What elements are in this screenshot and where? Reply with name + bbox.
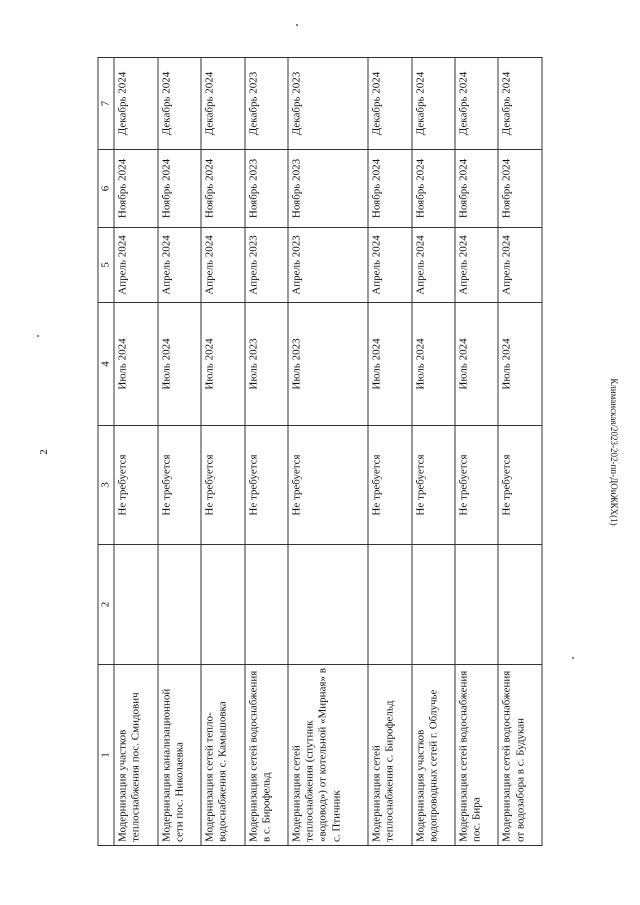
object-name-cell: Модернизация канализационной сети пос. Николаевка [158, 665, 201, 846]
table-cell: Апрель 2024 [455, 228, 498, 303]
table-cell: Не требуется [455, 426, 498, 545]
table-row [158, 58, 201, 846]
table-cell: Апрель 2024 [498, 228, 542, 303]
table-cell: Апрель 2023 [245, 228, 288, 303]
table-cell: Ноябрь 2024 [114, 150, 157, 228]
table-row [368, 58, 411, 846]
table-cell: Декабрь 2024 [368, 58, 411, 150]
table-row [498, 58, 542, 846]
table-cell: Июль 2024 [158, 303, 201, 426]
object-name-cell: Модернизация сетей теплоснабжения с. Бирофельд [368, 665, 411, 846]
object-name-cell: Модернизация сетей водоснабжения в с. Бирофельд [245, 665, 288, 846]
table-cell: Ноябрь 2024 [498, 150, 542, 228]
table-cell: Не требуется [114, 426, 157, 545]
object-name-cell: Модернизация сетей теплоснабжения (спутник «водовод») от котельной «Мирная» в с. Птичник [288, 665, 368, 846]
table-row [455, 58, 498, 846]
table-cell: Декабрь 2024 [412, 58, 455, 150]
scan-speck [37, 335, 39, 337]
table-cell: Июль 2024 [368, 303, 411, 426]
schedule-table [98, 57, 543, 846]
table-cell: Апрель 2024 [158, 228, 201, 303]
table-cell: Июль 2023 [245, 303, 288, 426]
table-cell: Не требуется [245, 426, 288, 545]
table-cell: Не требуется [158, 426, 201, 545]
table-cell: Декабрь 2024 [114, 58, 157, 150]
table-row [288, 58, 368, 846]
column-header: 5 [98, 228, 114, 303]
table-cell: Апрель 2024 [201, 228, 244, 303]
table-cell: Декабрь 2023 [245, 58, 288, 150]
object-name-cell: Модернизация участков теплоснабжения пос. Смидович [114, 665, 157, 846]
table-cell [412, 545, 455, 665]
table-cell: Ноябрь 2024 [368, 150, 411, 228]
table-row [201, 58, 244, 846]
object-name-cell: Модернизация сетей водоснабжения от водозабора в с. Будукан [498, 665, 542, 846]
scan-speck [296, 24, 298, 26]
table-cell: Июль 2024 [201, 303, 244, 426]
table-cell: Ноябрь 2024 [455, 150, 498, 228]
object-name-cell: Модернизация сетей водоснабжения пос. Бира [455, 665, 498, 846]
column-header: 3 [98, 426, 114, 545]
table-row [114, 58, 157, 846]
table-cell: Декабрь 2024 [498, 58, 542, 150]
table-cell: Июль 2024 [498, 303, 542, 426]
object-name-cell: Модернизация участков водопроводных сетей г. Облучье [412, 665, 455, 846]
table-cell: Ноябрь 2023 [245, 150, 288, 228]
table-cell: Апрель 2024 [368, 228, 411, 303]
table-cell: Июль 2024 [114, 303, 157, 426]
table-cell [114, 545, 157, 665]
table-cell [455, 545, 498, 665]
table-cell: Ноябрь 2023 [288, 150, 368, 228]
table-cell [201, 545, 244, 665]
table-cell: Ноябрь 2024 [158, 150, 201, 228]
header-row [98, 58, 114, 846]
scan-speck [572, 657, 574, 659]
rotated-table-wrapper [98, 58, 543, 846]
table-cell: Апрель 2024 [114, 228, 157, 303]
table-cell: Не требуется [201, 426, 244, 545]
table-cell: Не требуется [288, 426, 368, 545]
object-name-cell: Модернизация сетей тепло-водоснабжения с. Камышовка [201, 665, 244, 846]
table-cell [498, 545, 542, 665]
table-cell: Апрель 2024 [412, 228, 455, 303]
table-cell [245, 545, 288, 665]
column-header: 2 [98, 545, 114, 665]
table-row [245, 58, 288, 846]
table-cell: Декабрь 2024 [455, 58, 498, 150]
table-cell [158, 545, 201, 665]
table-cell: Июль 2024 [412, 303, 455, 426]
table-cell: Не требуется [412, 426, 455, 545]
column-header: 7 [98, 58, 114, 150]
table-cell: Ноябрь 2024 [201, 150, 244, 228]
column-header: 6 [98, 150, 114, 228]
table-cell: Июль 2024 [455, 303, 498, 426]
table-cell: Не требуется [368, 426, 411, 545]
table-cell: Ноябрь 2024 [412, 150, 455, 228]
table-cell: Декабрь 2023 [288, 58, 368, 150]
table-cell: Декабрь 2024 [201, 58, 244, 150]
page-number: 2 [38, 449, 50, 455]
table-cell: Декабрь 2024 [158, 58, 201, 150]
table-cell: Не требуется [498, 426, 542, 545]
table-cell [368, 545, 411, 665]
table-cell: Июль 2023 [288, 303, 368, 426]
table-cell [288, 545, 368, 665]
table-cell: Апрель 2023 [288, 228, 368, 303]
table-row [412, 58, 455, 846]
column-header: 4 [98, 303, 114, 426]
column-header: 1 [98, 665, 114, 846]
document-reference: Климанская/2023-202-пп-ДОиЖКХ(1) [609, 378, 619, 526]
